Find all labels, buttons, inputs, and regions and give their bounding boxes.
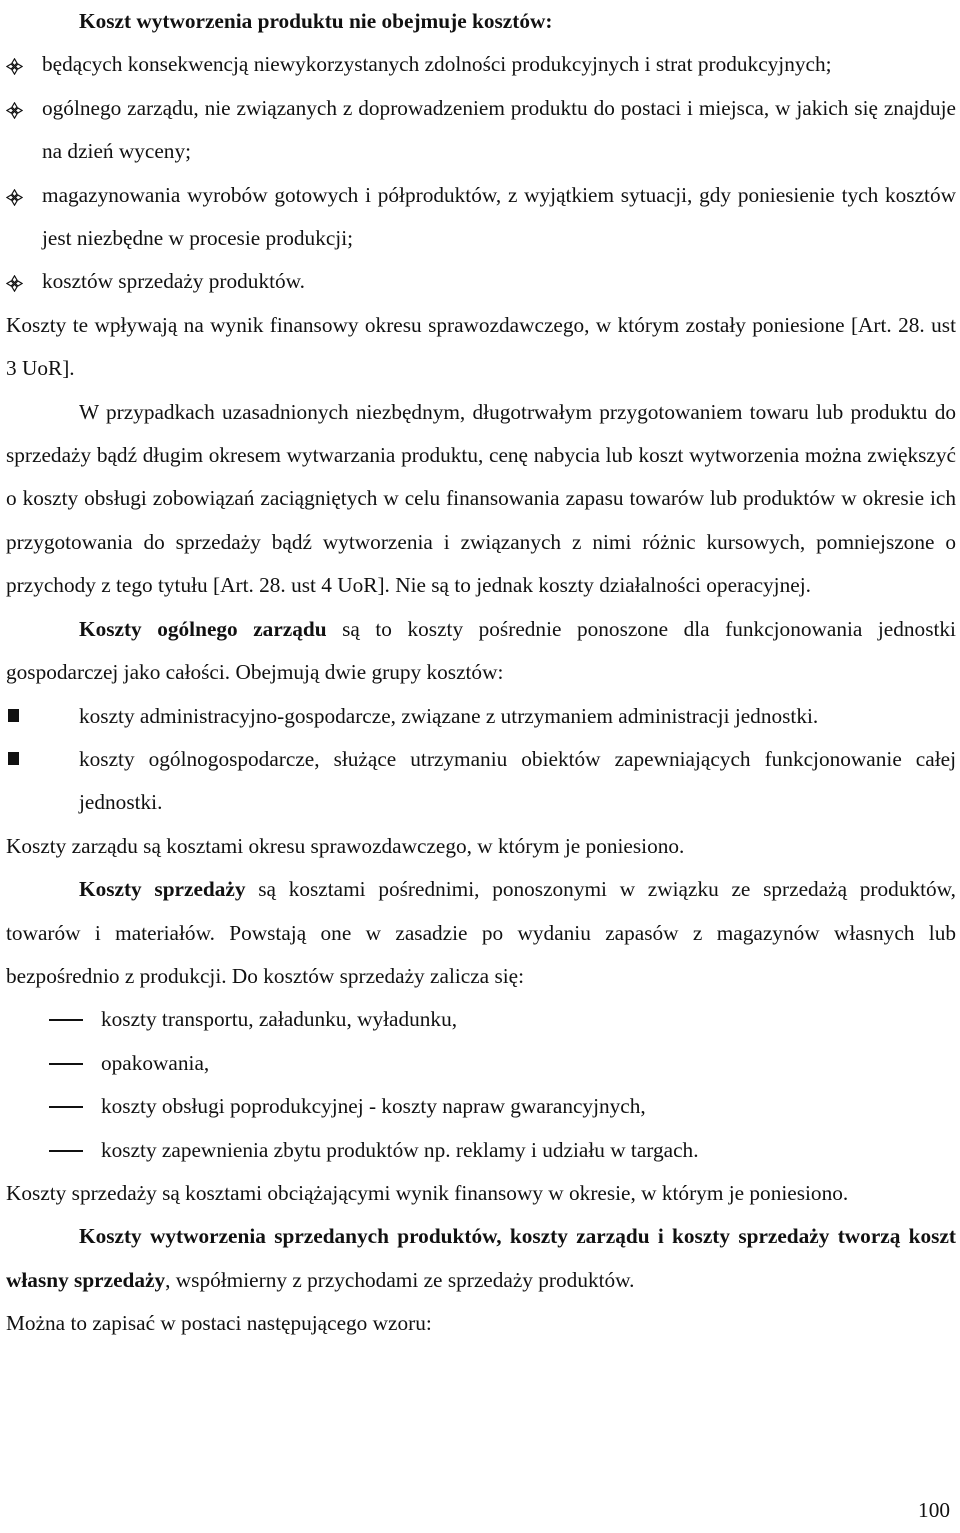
excluded-costs-list	[6, 43, 956, 303]
paragraph-text: są kosztami pośrednimi, ponoszonymi w związku ze sprzedażą produktów, towarów i materiałów. Powstają one w zasadzie po wydaniu zapasów z magazynów własnych lub bezpośrednio z produkcji. Do kosztów sprzedaży zalicza się:	[6, 877, 956, 988]
diamond-bullet-icon	[6, 58, 23, 75]
list-item-text: będących konsekwencją niewykorzystanych zdolności produkcyjnych i strat produkcyjnych;	[42, 52, 832, 77]
paragraph	[6, 868, 956, 998]
paragraph: Koszty te wpływają na wynik finansowy okresu sprawozdawczego, w którym zostały poniesione [Art. 28. ust 3 UoR].	[6, 312, 956, 381]
dash-bullet-icon	[49, 1019, 83, 1021]
list-item	[6, 43, 956, 86]
dash-bullet-icon	[49, 1063, 83, 1065]
paragraph: Koszty sprzedaży są kosztami obciążającymi wynik finansowy w okresie, w którym je poniesiono.	[6, 1180, 849, 1205]
document-page	[6, 0, 956, 1346]
diamond-bullet-icon	[6, 102, 23, 119]
paragraph: Koszty zarządu są kosztami okresu sprawozdawczego, w którym je poniesiono.	[6, 833, 685, 858]
paragraph-text: , współmierny z przychodami ze sprzedaży produktów.	[165, 1267, 635, 1292]
list-item-text: koszty administracyjno-gospodarcze, związane z utrzymaniem administracji jednostki.	[79, 703, 819, 728]
list-item-text: koszty zapewnienia zbytu produktów np. reklamy i udziału w targach.	[101, 1137, 699, 1162]
square-bullet-icon	[8, 752, 19, 765]
list-item	[6, 260, 956, 303]
general-costs-list	[6, 695, 956, 825]
list-item-text: koszty transportu, załadunku, wyładunku,	[101, 1007, 458, 1032]
list-item-text: koszty ogólnogospodarcze, służące utrzymaniu obiektów zapewniających funkcjonowanie całej jednostki.	[79, 746, 956, 815]
list-item-text: ogólnego zarządu, nie związanych z doprowadzeniem produktu do postaci i miejsca, w jakich się znajduje na dzień wyceny;	[42, 95, 956, 164]
diamond-bullet-icon	[6, 189, 23, 206]
list-item	[6, 1042, 956, 1085]
list-item	[6, 87, 956, 174]
diamond-bullet-icon	[6, 275, 23, 292]
bold-term: Koszty sprzedaży	[79, 877, 246, 902]
dash-bullet-icon	[49, 1106, 83, 1108]
sales-costs-list	[6, 998, 956, 1172]
paragraph	[6, 608, 956, 695]
list-item	[6, 1085, 956, 1128]
list-item-text: kosztów sprzedaży produktów.	[42, 269, 305, 294]
list-item	[6, 174, 956, 261]
dash-bullet-icon	[49, 1150, 83, 1152]
section-heading: Koszt wytworzenia produktu nie obejmuje kosztów:	[79, 9, 553, 33]
bold-term: Koszty wytworzenia sprzedanych produktów, koszty zarządu i koszty sprzedaży tworzą koszt własny sprzedaży	[6, 1224, 956, 1292]
list-item	[6, 1129, 956, 1172]
list-item-text: opakowania,	[101, 1050, 210, 1075]
paragraph-text: są to koszty pośrednie ponoszone dla funkcjonowania jednostki gospodarczej jako całości. Obejmują dwie grupy kosztów:	[6, 616, 956, 685]
list-item	[6, 738, 956, 825]
paragraph: Można to zapisać w postaci następującego wzoru:	[6, 1311, 432, 1336]
list-item	[6, 695, 956, 738]
paragraph: W przypadkach uzasadnionych niezbędnym, długotrwałym przygotowaniem towaru lub produktu do sprzedaży bądź długim okresem wytwarzania produktu, cenę nabycia lub koszt wytworzenia można zwiększyć o koszty obsługi zobowiązań zaciągniętych w celu finansowania zapasu towarów lub produktów w okresie ich przygotowania do sprzedaży bądź wytworzenia i związanych z nimi różnic kursowych, pomniejszone o przychody z tego tytułu [Art. 28. ust 4 UoR]. Nie są to jednak koszty działalności operacyjnej.	[6, 399, 956, 598]
page-number: 100	[918, 1498, 950, 1522]
list-item	[6, 998, 956, 1041]
list-item-text: magazynowania wyrobów gotowych i półproduktów, z wyjątkiem sytuacji, gdy poniesienie tych kosztów jest niezbędne w procesie produkcji;	[42, 182, 956, 251]
bold-term: Koszty ogólnego zarządu	[79, 616, 327, 641]
paragraph	[6, 1215, 956, 1302]
square-bullet-icon	[8, 709, 19, 722]
list-item-text: koszty obsługi poprodukcyjnej - koszty napraw gwarancyjnych,	[101, 1094, 646, 1119]
